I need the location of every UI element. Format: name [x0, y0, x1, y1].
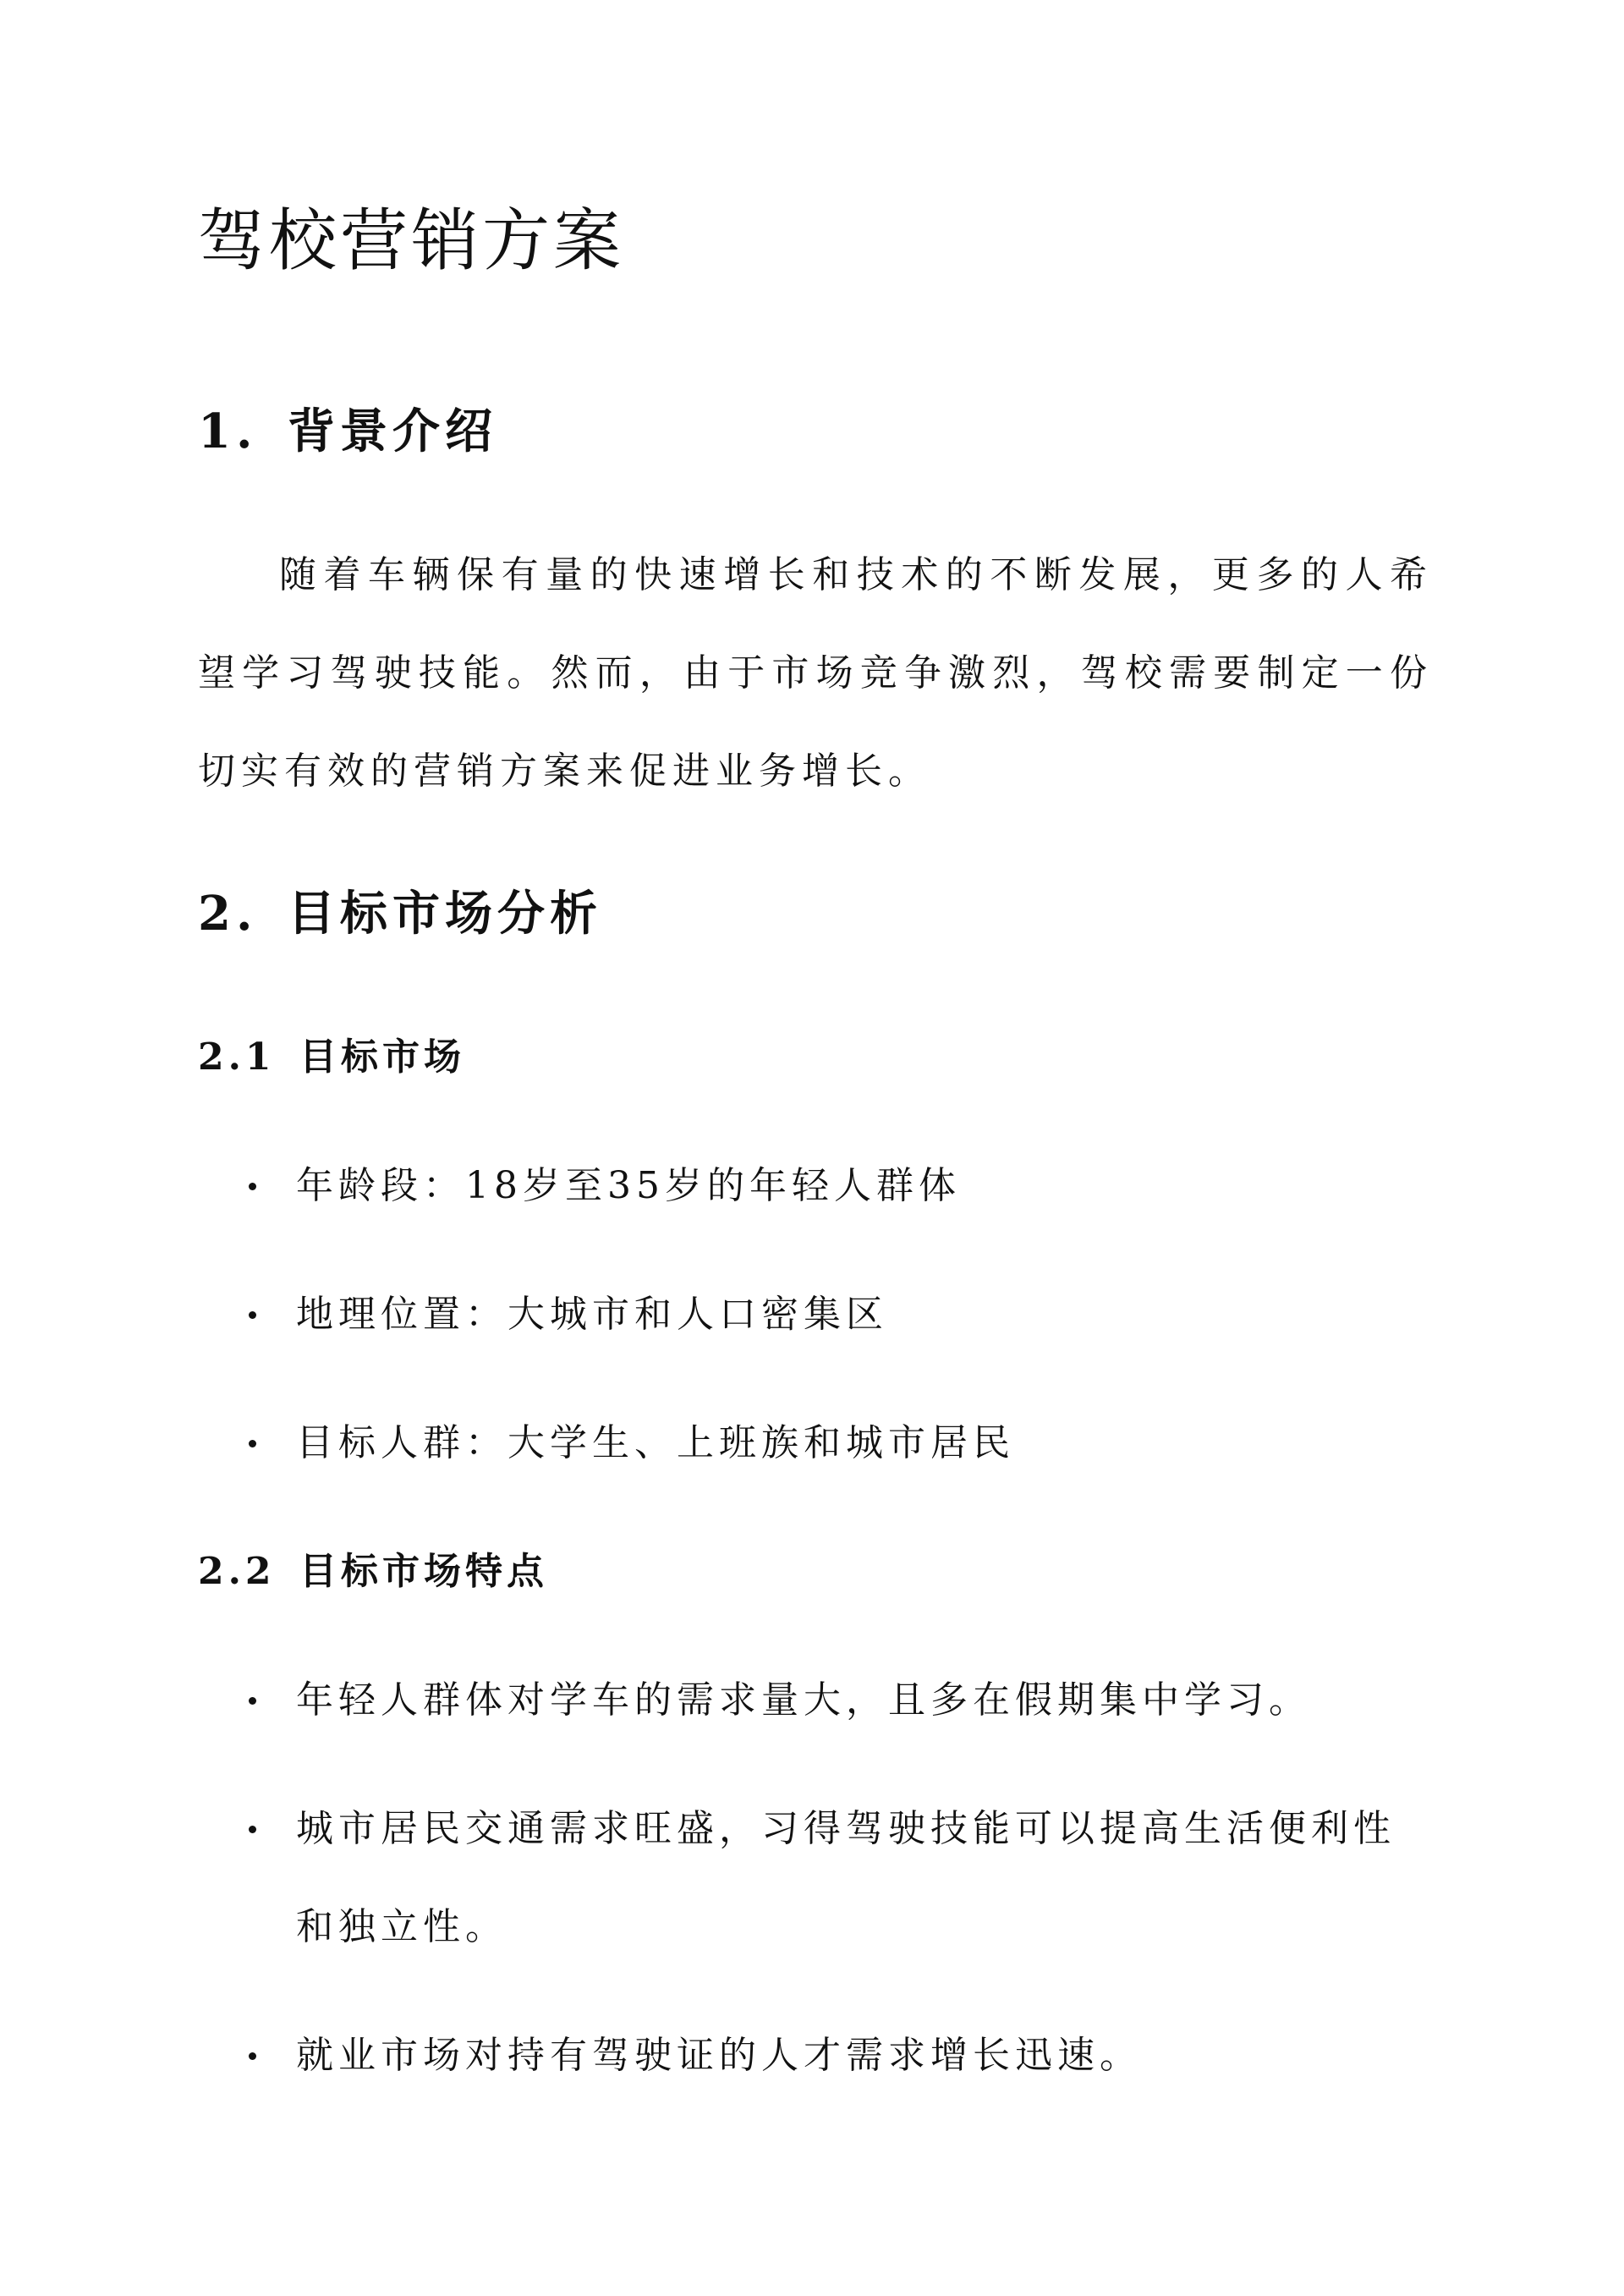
subsection-2-1-number: 2.1 [198, 1035, 276, 1079]
list-item-text: 目标人群：大学生、上班族和城市居民 [296, 1421, 1015, 1464]
list-item [0, 1266, 1396, 1364]
bullet-icon [249, 1311, 256, 1319]
bullet-icon [249, 1183, 256, 1190]
section-2-heading [198, 880, 602, 948]
list-item [0, 1780, 1396, 1976]
list-item-text: 年轻人群体对学车的需求量大，且多在假期集中学习。 [296, 1678, 1311, 1722]
section-1-title: 背景介绍 [288, 404, 497, 459]
section-1-paragraph: 随着车辆保有量的快速增长和技术的不断发展，更多的人希望学习驾驶技能。然而，由于市场竞争激烈，驾校需要制定一份切实有效的营销方案来促进业务增长。 [198, 553, 1433, 793]
target-market-list [0, 1137, 1624, 1492]
bullet-icon [249, 1440, 256, 1447]
market-features-list [0, 1651, 1624, 2105]
document-title: 驾校营销方案 [198, 201, 624, 280]
section-1-number: 1. [198, 404, 258, 459]
list-item-text: 年龄段：18岁至35岁的年轻人群体 [296, 1164, 961, 1207]
subsection-2-2-title: 目标市场特点 [299, 1550, 548, 1593]
bullet-icon [249, 2052, 256, 2060]
bullet-icon [249, 1826, 256, 1833]
list-item-text: 就业市场对持有驾驶证的人才需求增长迅速。 [296, 2034, 1142, 2077]
list-item [0, 1651, 1396, 1749]
subsection-2-1-title: 目标市场 [299, 1035, 465, 1079]
list-item [0, 1394, 1396, 1492]
subsection-2-1-heading [198, 1030, 465, 1085]
list-item-text: 城市居民交通需求旺盛，习得驾驶技能可以提高生活便利性和独立性。 [296, 1807, 1396, 1948]
bullet-icon [249, 1697, 256, 1705]
subsection-2-2-number: 2.2 [198, 1550, 276, 1593]
section-1-heading [198, 398, 497, 465]
list-item [0, 2007, 1396, 2105]
subsection-2-2-heading [198, 1545, 548, 1599]
list-item-text: 地理位置：大城市和人口密集区 [296, 1293, 888, 1336]
section-2-title: 目标市场分析 [288, 886, 602, 942]
section-2-number: 2. [198, 886, 258, 942]
list-item [0, 1137, 1396, 1235]
